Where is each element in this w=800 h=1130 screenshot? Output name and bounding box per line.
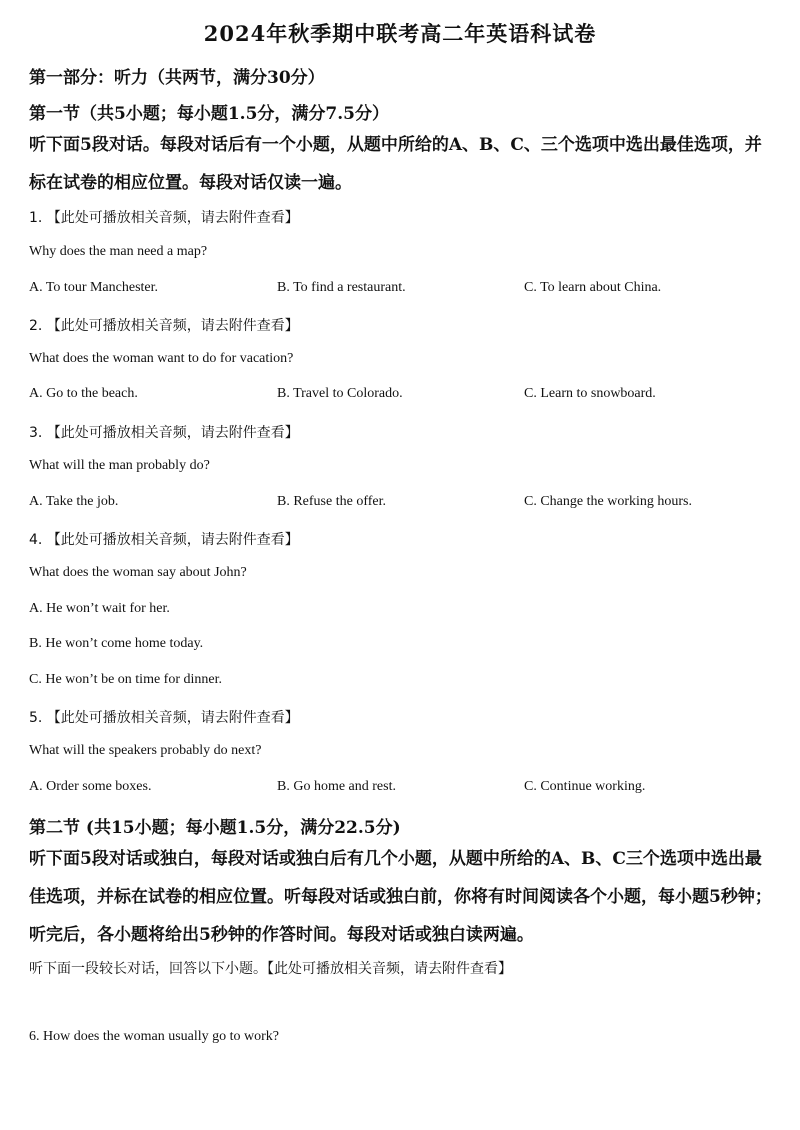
question-1-option-c: C. To learn about China. [524, 280, 662, 295]
question-3-option-a: A. Take the job. [29, 494, 119, 509]
question-4-option-b: B. He won’t come home today. [29, 636, 204, 651]
part1-heading: 第一部分：听力（共两节，满分30分） [29, 68, 325, 88]
question-1-text: Why does the man need a map? [29, 244, 208, 259]
question-1-audio: 1. 【此处可播放相关音频，请去附件查看】 [29, 210, 299, 226]
question-2-option-b: B. Travel to Colorado. [277, 386, 403, 401]
question-3-option-b: B. Refuse the offer. [277, 494, 386, 509]
question-4-audio: 4. 【此处可播放相关音频，请去附件查看】 [29, 532, 299, 548]
page-title: 2024年秋季期中联考高二年英语科试卷 [203, 21, 597, 46]
question-6-text: 6. How does the woman usually go to work? [29, 1029, 280, 1044]
question-5-option-a: A. Order some boxes. [29, 779, 152, 794]
question-3-option-c: C. Change the working hours. [524, 494, 692, 509]
question-3-text: What will the man probably do? [29, 458, 210, 473]
question-5-text: What will the speakers probably do next? [29, 743, 262, 758]
question-5-audio: 5. 【此处可播放相关音频，请去附件查看】 [29, 710, 299, 726]
question-1-option-a: A. To tour Manchester. [29, 280, 159, 295]
question-3-audio: 3. 【此处可播放相关音频，请去附件查看】 [29, 425, 299, 441]
question-2-option-c: C. Learn to snowboard. [524, 386, 656, 401]
question-4-option-c: C. He won’t be on time for dinner. [29, 672, 222, 687]
question-1-option-b: B. To find a restaurant. [277, 280, 406, 295]
section2-heading: 第二节 (共15小题；每小题1.5分，满分22.5分) [29, 818, 401, 838]
question-4-option-a: A. He won’t wait for her. [29, 601, 170, 616]
question-4-text: What does the woman say about John? [29, 565, 247, 580]
question-2-option-a: A. Go to the beach. [29, 386, 138, 401]
section1-heading: 第一节（共5小题；每小题1.5分，满分7.5分） [29, 104, 389, 124]
section2-instructions: 听下面5段对话或独白，每段对话或独白后有几个小题，从题中所给的A、B、C三个选项中选出最佳选项，并标在试卷的相应位置。听每段对话或独白前，你将有时间阅读各个小题，每小题5秒钟；听完后，各小题将给出5秒钟的作答时间。每段对话或独白读两遍。 [29, 849, 772, 945]
section2-note: 听下面一段较长对话，回答以下小题。【此处可播放相关音频，请去附件查看】 [29, 961, 512, 977]
question-5-option-b: B. Go home and rest. [277, 779, 396, 794]
section1-instructions: 听下面5段对话。每段对话后有一个小题，从题中所给的A、B、C、三个选项中选出最佳选项，并标在试卷的相应位置。每段对话仅读一遍。 [29, 135, 762, 193]
question-2-text: What does the woman want to do for vacation? [29, 351, 294, 366]
question-2-audio: 2. 【此处可播放相关音频，请去附件查看】 [29, 318, 299, 334]
question-5-option-c: C. Continue working. [524, 779, 646, 794]
